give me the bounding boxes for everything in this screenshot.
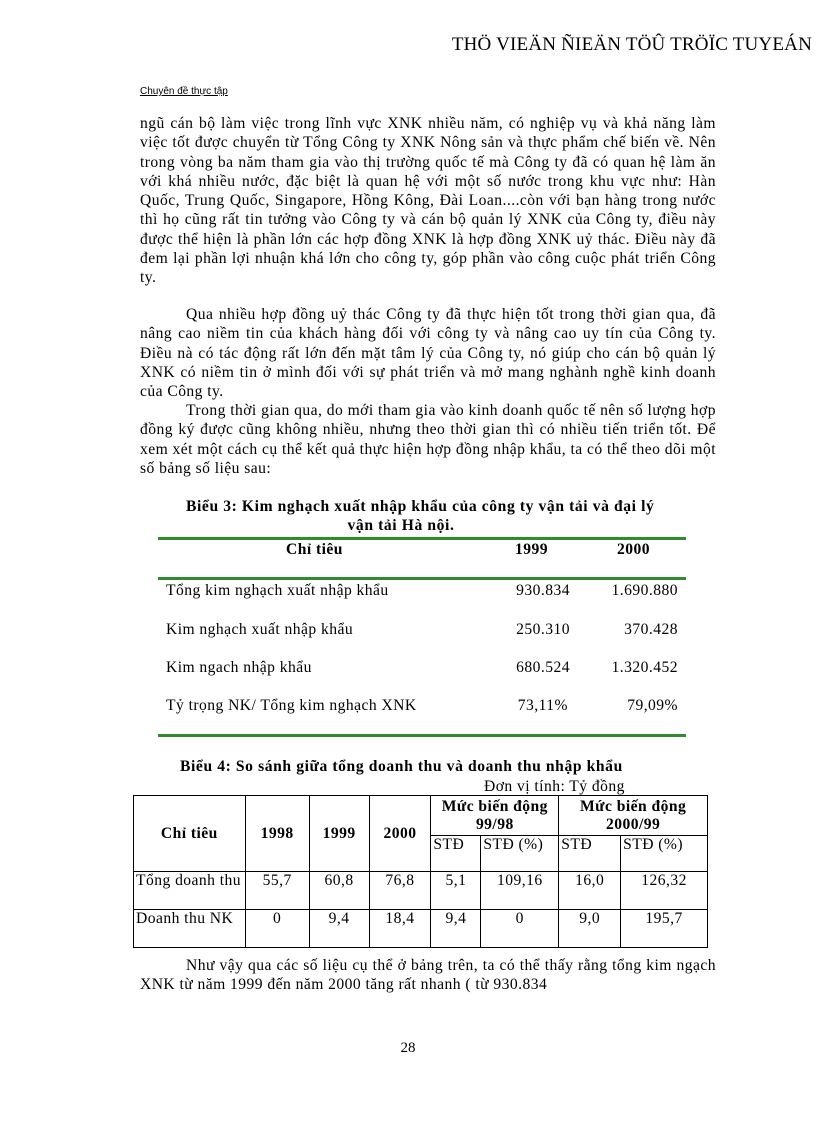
table4-cell: 55,7 (245, 872, 309, 910)
table4-unit: Đơn vị tính: Tỷ đồng (484, 778, 625, 795)
table4-cell-label: Tổng doanh thu (134, 872, 246, 910)
table4-cell: 126,32 (621, 872, 708, 910)
table3-cell-2000: 79,09% (627, 697, 678, 714)
table3-header-rule (158, 577, 686, 580)
paragraph-3: Trong thời gian qua, do mới tham gia vào kinh doanh quốc tế nên số lượng hợp đồng ký được cũng không nhiều, nhưng theo thời gian thì có nhiều tiến triển tốt. Để xem xét một cách cụ thể kết quả thực hiện hợp đồng nhập khẩu, ta có thể theo dõi một số bảng số liệu sau: (140, 402, 716, 477)
paragraph-1: ngũ cán bộ làm việc trong lĩnh vực XNK nhiều năm, có nghiệp vụ và khả năng làm việc tốt được chuyển từ Tổng Công ty XNK Nông sản và thực phẩm chế biến về. Nên trong vòng ba năm tham gia vào thị trường quốc tế mà Công ty đã có quan hệ làm ăn với khá nhiều nước, đặc biệt là quan hệ với một số nước trong khu vực như: Hàn Quốc, Trung Quốc, Singapore, Hồng Kông, Đài Loan....còn với bạn hàng trong nước thì họ cũng rất tin tưởng vào Công ty và cán bộ quản lý XNK của Công ty, điều này được thể hiện là phần lớn các hợp đồng XNK là hợp đồng XNK uỷ thác. Điều này đã đem lại phần lợi nhuận khá lớn cho công ty, góp phần vào công cuộc phát triển Công ty. (140, 115, 716, 287)
table4-cell-label: Doanh thu NK (134, 910, 246, 948)
table3-cell-2000: 370.428 (624, 621, 678, 638)
table4-caption: Biểu 4: So sánh giữa tổng doanh thu và doanh thu nhập khẩu (180, 758, 623, 775)
table3-bottom-rule (158, 734, 686, 737)
table4-header-muc-bien-dong-99-98: Mức biến động 99/98 (431, 796, 559, 836)
page-number: 28 (400, 1040, 416, 1056)
table4-cell: 9,4 (309, 910, 369, 948)
table4-cell: 9,4 (431, 910, 481, 948)
table3-cell-label: Tổng kim nghạch xuất nhập khẩu (166, 582, 389, 599)
table3-cell-label: Kim ngach nhập khẩu (166, 659, 312, 676)
table3-cell-2000: 1.320.452 (611, 659, 678, 676)
table4-cell: 195,7 (621, 910, 708, 948)
table4-cell: 5,1 (431, 872, 481, 910)
table3-header-2000: 2000 (617, 541, 650, 558)
table4-cell: 60,8 (309, 872, 369, 910)
table3-cell-1999: 73,11% (517, 697, 568, 714)
table4-header-1999: 1999 (309, 796, 369, 872)
table4-header-1998: 1998 (245, 796, 309, 872)
paragraph-4: Như vậy qua các số liệu cụ thể ở bảng trên, ta có thể thấy rằng tổng kim ngạch XNK từ năm 1999 đến năm 2000 tăng rất nhanh ( từ 930.834 (140, 957, 716, 994)
watermark-header: THÖ VIEÄN ÑIEÄN TÖÛ TRÖÏC TUYEÁN (451, 34, 812, 55)
table4-cell: 16,0 (559, 872, 621, 910)
table4-header-row (134, 796, 708, 836)
table3-caption-line2: vận tải Hà nội. (347, 517, 455, 534)
table4-header-chitieu: Chỉ tiêu (134, 796, 246, 872)
table4-cell: 0 (245, 910, 309, 948)
table3-cell-2000: 1.690.880 (611, 582, 678, 599)
table3-cell-label: Tỷ trọng NK/ Tổng kim nghạch XNK (166, 697, 417, 714)
table3-caption (186, 497, 726, 535)
table4-header-muc-bien-dong-2000-99: Mức biến động 2000/99 (559, 796, 708, 836)
table4-subheader-std: STĐ (559, 836, 621, 872)
document-subheader: Chuyên đề thực tập (140, 86, 228, 97)
table3-caption-line1: Biểu 3: Kim nghạch xuất nhập khẩu của công ty vận tải và đại lý (186, 498, 655, 515)
paragraph-2: Qua nhiều hợp đồng uỷ thác Công ty đã thực hiện tốt trong thời gian qua, đã nâng cao niềm tin của khách hàng đối với công ty và nâng cao uy tín của Công ty. Điều nà có tác động rất lớn đến mặt tâm lý của Công ty, nó giúp cho cán bộ quản lý XNK có niềm tin ở mình đối với sự phát triển và mở mang nghành nghề kinh doanh của Công ty. (140, 306, 716, 401)
table4-cell: 18,4 (369, 910, 431, 948)
table3-header-chitieu: Chỉ tiêu (286, 541, 343, 558)
table4-row (134, 910, 708, 948)
table4-subheader-std: STĐ (431, 836, 481, 872)
table4 (133, 795, 708, 948)
table3-cell-1999: 250.310 (516, 621, 570, 638)
table3-cell-label: Kim nghạch xuất nhập khẩu (166, 621, 354, 638)
table4-cell: 109,16 (481, 872, 559, 910)
table4-header-2000: 2000 (369, 796, 431, 872)
table4-subheader-std-pct: STĐ (%) (621, 836, 708, 872)
table4-row (134, 872, 708, 910)
table3-cell-1999: 930.834 (516, 582, 570, 599)
table3-header-1999: 1999 (515, 541, 548, 558)
table4-subheader-std-pct: STĐ (%) (481, 836, 559, 872)
table3-cell-1999: 680.524 (516, 659, 570, 676)
table4-cell: 9,0 (559, 910, 621, 948)
table4-cell: 76,8 (369, 872, 431, 910)
table3-top-rule (158, 537, 686, 540)
table4-cell: 0 (481, 910, 559, 948)
